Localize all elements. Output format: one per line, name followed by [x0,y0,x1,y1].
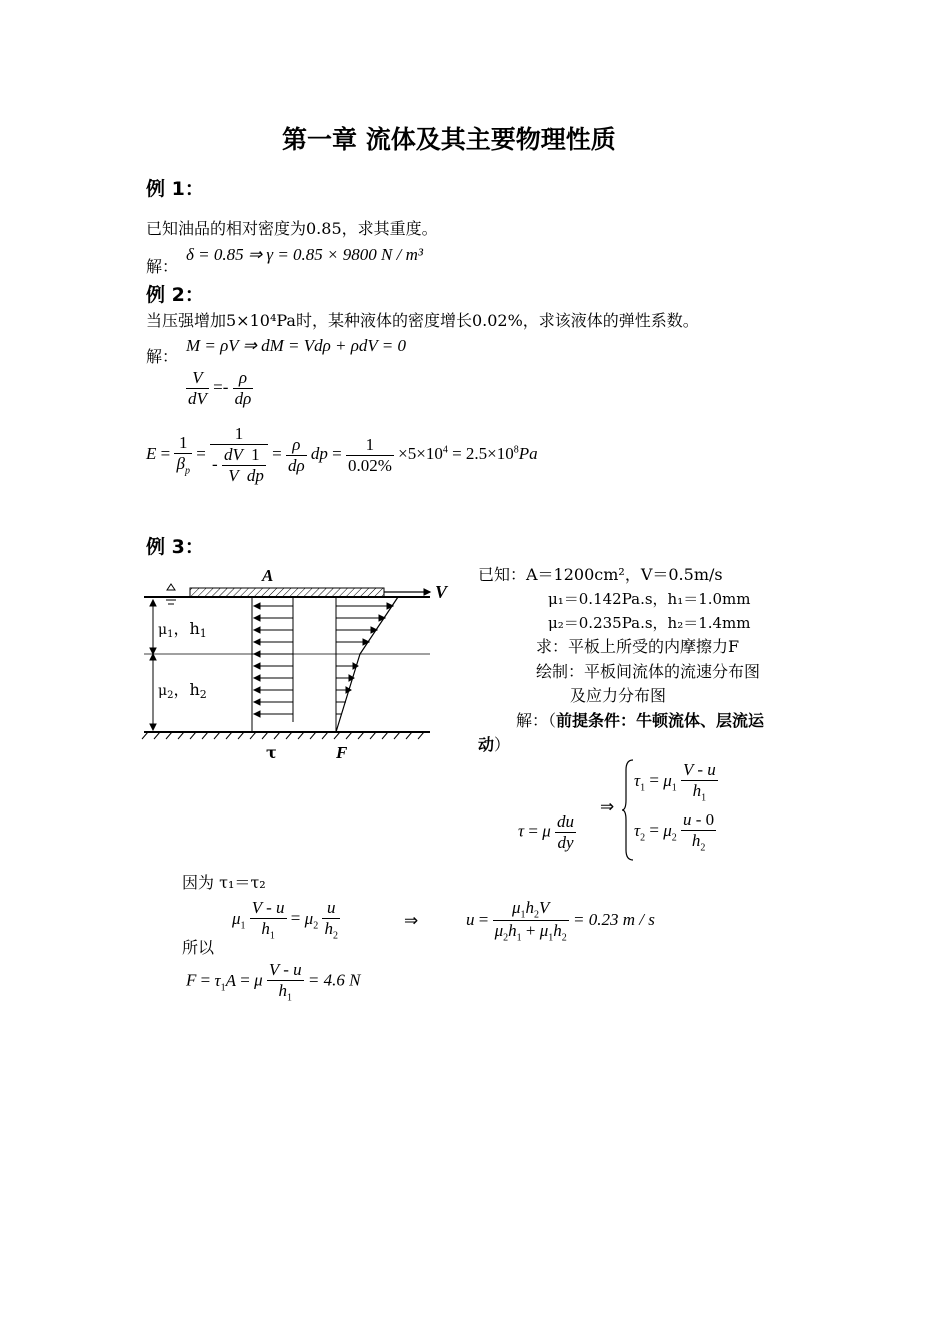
force-equation: $F = \tau_1A = \mu$ $\frac{V - u}{h_1}$ = 4.6 N [186,960,361,1004]
example-3-draw-line1: 绘制：平板间流体的流速分布图 [536,662,761,681]
figure-label-A: A [262,566,274,585]
example-1-heading: 例 1： [146,178,204,200]
figure-label-F: F [336,743,348,762]
figure-label-mu2: $\mu_2$，$h_2$ [158,680,207,701]
example-3-tau-equation: τ = μ $\frac{du}{dy}$ [518,812,574,852]
stress-distribution [252,597,293,732]
velocity-distribution [336,597,398,732]
example-2-solution-label: 解： [146,347,179,366]
so-label: 所以 [182,938,215,957]
example-2-eq3: E = $\frac{1}{\beta_p}$ = 1 - $\frac{dV}{V}$ $\frac{1}{dp}$ = $\frac{\rho}{d\rho}$ dp = $\frac{1}{0.02\%}$ $\times 5\times 10^4 = 2.5\times 10^8Pa$ [146,424,538,485]
moving-plate [190,588,384,597]
example-2-problem: 当压强增加5×10⁴Pa时，某种液体的密度增长0.02%，求该液体的弹性系数。 [146,311,699,330]
example-3-mu2: μ₂＝0.235Pa.s，h₂＝1.4mm [548,614,751,632]
example-1-solution-label: 解： [146,257,179,276]
page-title: 第一章 流体及其主要物理性质 [282,125,616,154]
example-3-given: 已知：A＝1200cm²，V＝0.5m/s [478,565,723,584]
example-2-heading: 例 2： [146,284,204,306]
example-3-draw-line2: 及应力分布图 [570,686,667,705]
example-3-solution-line1: 解：（前提条件：牛顿流体、层流运 [516,711,765,730]
tau2-equation: $\tau_2 = \mu_2$ $\frac{u - 0}{h_2}$ [634,810,715,854]
bottom-wall-hatching [142,732,424,739]
example-1-problem: 已知油品的相对密度为0.85，求其重度。 [146,219,438,238]
implies-symbol-1: ⇒ [600,797,615,816]
example-1-equation: δ = 0.85 ⇒ γ = 0.85 × 9800 N / m³ [186,245,423,264]
u-solution-equation: u = $\frac{\mu_1h_2V}{\mu_2h_1 + \mu_1h_2}$ = 0.23 m / s [466,898,655,944]
example-3-mu1: μ₁＝0.142Pa.s，h₁＝1.0mm [548,590,751,608]
implies-symbol-2: ⇒ [404,911,419,930]
example-2-eq1: M = ρV ⇒ dM = Vdρ + ρdV = 0 [186,336,406,355]
free-surface-symbol [166,584,176,604]
flow-diagram [140,562,460,762]
figure-label-mu1: $\mu_1$，$h_1$ [158,619,207,640]
equality-equation: $\mu_1$ $\frac{V - u}{h_1}$ = $\mu_2$ $\frac{u}{h_2}$ [232,898,338,942]
because-line: 因为 τ₁＝τ₂ [182,873,266,892]
figure-label-V: V [435,582,448,602]
example-3-solution-line2: 动） [478,735,511,754]
example-2-eq2: $\frac{V}{dV}$ =- $\frac{\rho}{d\rho}$ [188,368,252,408]
tau1-equation: $\tau_1 = \mu_1$ $\frac{V - u}{h_1}$ [634,760,716,804]
example-3-heading: 例 3： [146,536,204,558]
figure-label-tau: τ [266,743,277,762]
example-3-ask: 求：平板上所受的内摩擦力F [536,637,740,656]
